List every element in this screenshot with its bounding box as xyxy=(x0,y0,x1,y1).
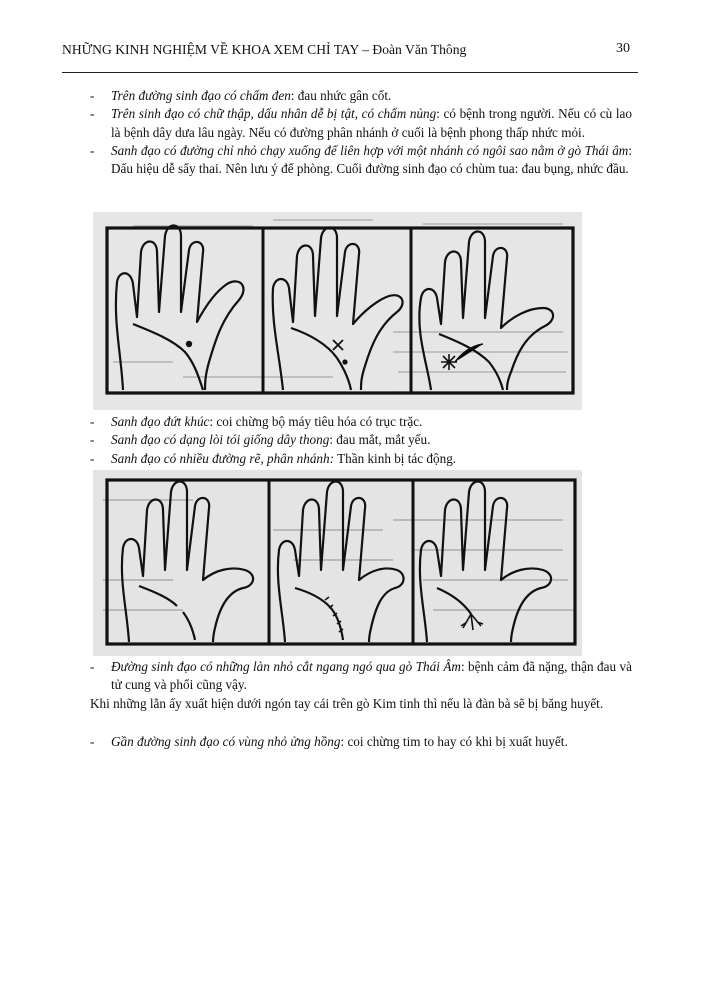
desc-text: : coi chừng bộ máy tiêu hóa có trục trặc. xyxy=(209,414,423,429)
term-text: Sanh đạo đứt khúc xyxy=(111,414,210,429)
term-text: Trên đường sinh đạo có chấm đen xyxy=(111,88,291,103)
list-item xyxy=(90,450,632,468)
header-title: NHỮNG KINH NGHIỆM VỀ KHOA XEM CHỈ TAY – Đoàn Văn Thông xyxy=(62,42,467,57)
palm-figure-2 xyxy=(93,470,582,656)
desc-text: Thần kinh bị tác động. xyxy=(334,450,457,466)
desc-text: : đau nhức gân cốt. xyxy=(290,88,392,103)
list-item xyxy=(90,413,632,431)
term-text: Sanh đạo có nhiều đường rẽ, phân nhánh: xyxy=(111,450,335,466)
term-text: Sanh đạo có dạng lòi tói giống dây thong xyxy=(111,432,330,448)
palm-figure-1-svg xyxy=(93,212,582,410)
page-number: 30 xyxy=(616,41,630,56)
term-text: Gần đường sinh đạo có vùng nhỏ ửng hồng xyxy=(111,734,341,749)
list-item xyxy=(90,87,632,105)
header-rule xyxy=(62,72,638,73)
bullet-dash: - xyxy=(90,659,95,674)
body-paragraph: Khi những lằn ấy xuất hiện dưới ngón tay cái trên gò Kim tinh thì nếu là đàn bà sẽ bị băng huyết. xyxy=(90,696,604,711)
desc-text: : coi chừng tim to hay có khi bị xuất huyết. xyxy=(340,734,568,749)
bullet-list-4 xyxy=(90,733,632,751)
bullet-dash: - xyxy=(90,734,95,749)
bullet-dash: - xyxy=(90,432,95,448)
desc-text: : bệnh cảm đã nặng, thận đau và tử cung và phổi cũng vậy. xyxy=(111,659,632,693)
desc-text: : có bệnh trong người. Nếu có cù lao là bệnh dây dưa lâu ngày. Nếu có đường phân nhánh ở cuối là bệnh phong thấp nhức mỏi. xyxy=(111,106,632,140)
palm-figure-2-svg xyxy=(93,470,582,656)
desc-text: : Dấu hiệu dễ sẩy thai. Nên lưu ý để phòng. Cuối đường sinh đạo có chùm tua: đau bụng, nhức đầu. xyxy=(111,142,632,177)
desc-text: : đau mắt, mắt yếu. xyxy=(329,432,431,448)
bullet-list-3 xyxy=(90,658,632,695)
list-item xyxy=(90,431,632,449)
bullet-dash: - xyxy=(90,450,95,466)
palm-figure-1 xyxy=(93,212,582,410)
bullet-dash: - xyxy=(90,88,95,103)
paragraph-block xyxy=(90,695,632,713)
bullet-dash: - xyxy=(90,106,95,122)
bullet-list-1 xyxy=(90,87,632,178)
term-text: Sanh đạo có đường chỉ nhỏ chạy xuống để liên hợp với một nhánh có ngôi sao nằm ở gò Thái âm xyxy=(111,142,629,158)
term-text: Đường sinh đạo có những làn nhỏ cắt ngang ngó qua gò Thái Âm xyxy=(111,659,461,674)
bullet-dash: - xyxy=(90,414,95,429)
list-item xyxy=(90,105,632,142)
list-item xyxy=(90,142,632,179)
bullet-list-2 xyxy=(90,413,632,468)
list-item xyxy=(90,733,632,751)
list-item xyxy=(90,658,632,695)
term-text: Trên sinh đạo có chữ thập, dấu nhân dễ bị tật, có chấm nủng xyxy=(111,106,437,122)
bullet-dash: - xyxy=(90,142,95,158)
